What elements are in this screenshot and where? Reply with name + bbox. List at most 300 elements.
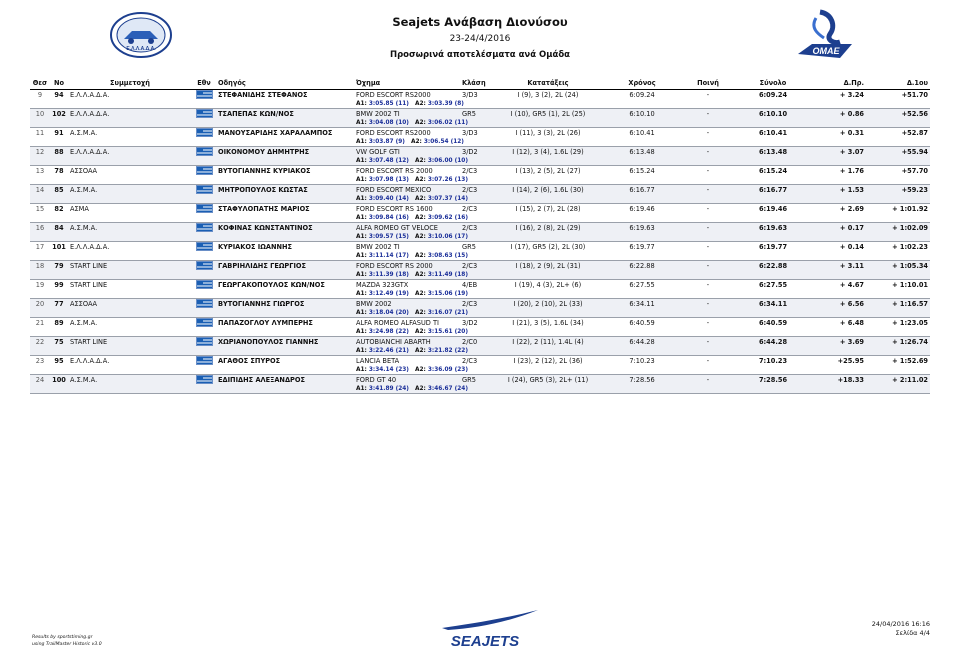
splits-cell <box>354 270 930 280</box>
table-row <box>30 223 930 233</box>
penalty-cell: - <box>678 242 738 252</box>
col-gap-prev-header: Δ.Πρ. <box>808 76 866 90</box>
penalty-cell: - <box>678 147 738 157</box>
table-row <box>30 356 930 366</box>
car-cell: AUTOBIANCHI ABARTH <box>354 337 460 347</box>
col-penalty-header: Ποινή <box>678 76 738 90</box>
table-row-splits <box>30 175 930 185</box>
split-a2-value: 3:15.61 (20) <box>427 328 468 335</box>
col-driver-header: Οδηγός <box>216 76 354 90</box>
team-cell: Α.Σ.Μ.Α. <box>68 185 192 195</box>
gap-prev-cell: + 3.69 <box>808 337 866 347</box>
penalty-cell: - <box>678 166 738 176</box>
splits-cell <box>354 346 930 356</box>
table-row-splits <box>30 232 930 242</box>
total-cell: 6:22.88 <box>738 261 808 271</box>
pos-cell: 23 <box>30 356 50 366</box>
split-a1-value: 3:07.98 (13) <box>368 176 409 183</box>
split-a1-value: 3:09.57 (15) <box>368 233 409 240</box>
flag-cell <box>192 375 216 385</box>
col-team-header: Συμμετοχή <box>68 76 192 90</box>
gap-first-cell: + 1:01.92 <box>866 204 930 214</box>
driver-cell: ΕΔΙΠΙΔΗΣ ΑΛΕΞΑΝΔΡΟΣ <box>216 375 354 385</box>
class-cell: 2/C3 <box>460 261 490 271</box>
footer-credits <box>32 634 102 648</box>
car-cell: ALFA ROMEO GT VELOCE <box>354 223 460 233</box>
pos-cell: 19 <box>30 280 50 290</box>
split-a1-label: A1: <box>356 309 367 316</box>
table-row <box>30 128 930 138</box>
greek-flag-icon <box>196 204 213 213</box>
car-number-cell: 89 <box>50 318 68 328</box>
rankings-cell: I (16), 2 (8), 2L (29) <box>490 223 606 233</box>
greek-flag-icon <box>196 318 213 327</box>
gap-prev-cell: + 3.11 <box>808 261 866 271</box>
gap-prev-cell: + 3.07 <box>808 147 866 157</box>
team-cell: Α.Σ.Μ.Α. <box>68 128 192 138</box>
car-number-cell: 82 <box>50 204 68 214</box>
gap-prev-cell: + 1.76 <box>808 166 866 176</box>
flag-cell <box>192 337 216 347</box>
split-a2-value: 3:36.09 (23) <box>427 366 468 373</box>
greek-flag-icon <box>196 356 213 365</box>
penalty-cell: - <box>678 356 738 366</box>
splits-spacer <box>30 346 354 356</box>
split-a2-value: 3:21.82 (22) <box>427 347 468 354</box>
table-row <box>30 318 930 328</box>
rankings-cell: I (11), 3 (3), 2L (26) <box>490 128 606 138</box>
split-a2-value: 3:03.39 (8) <box>427 100 464 107</box>
table-row <box>30 337 930 347</box>
table-row-splits <box>30 156 930 166</box>
greek-flag-icon <box>196 242 213 251</box>
car-cell: VW GOLF GTI <box>354 147 460 157</box>
splits-spacer <box>30 156 354 166</box>
car-cell: BMW 2002 TI <box>354 109 460 119</box>
splits-cell <box>354 175 930 185</box>
rankings-cell: I (9), 3 (2), 2L (24) <box>490 90 606 100</box>
splits-spacer <box>30 270 354 280</box>
car-number-cell: 94 <box>50 90 68 100</box>
total-cell: 6:16.77 <box>738 185 808 195</box>
flag-cell <box>192 356 216 366</box>
results-body <box>30 90 930 394</box>
gap-prev-cell: + 0.17 <box>808 223 866 233</box>
rankings-cell: I (20), 2 (10), 2L (33) <box>490 299 606 309</box>
class-cell: 2/C3 <box>460 185 490 195</box>
split-a1-label: A1: <box>356 252 367 259</box>
gap-prev-cell: + 6.48 <box>808 318 866 328</box>
gap-first-cell: +52.56 <box>866 109 930 119</box>
driver-cell: ΟΙΚΟΝΟΜΟΥ ΔΗΜΗΤΡΗΣ <box>216 147 354 157</box>
time-cell: 6:40.59 <box>606 318 678 328</box>
table-row-splits <box>30 118 930 128</box>
split-a1-label: A1: <box>356 328 367 335</box>
gap-prev-cell: + 6.56 <box>808 299 866 309</box>
table-row-splits <box>30 365 930 375</box>
car-cell: FORD ESCORT RS2000 <box>354 90 460 100</box>
split-a2-label: A2: <box>415 385 426 392</box>
split-a1-value: 3:03.87 (9) <box>368 138 405 145</box>
splits-spacer <box>30 232 354 242</box>
total-cell: 6:10.41 <box>738 128 808 138</box>
page-header <box>0 0 960 70</box>
class-cell: 4/EB <box>460 280 490 290</box>
total-cell: 6:19.46 <box>738 204 808 214</box>
page-subtitle: Προσωρινά αποτελέσματα ανά Ομάδα <box>389 50 571 60</box>
split-a2-value: 3:06.00 (10) <box>427 157 468 164</box>
gap-prev-cell: + 0.86 <box>808 109 866 119</box>
rankings-cell: I (13), 2 (5), 2L (27) <box>490 166 606 176</box>
table-row-splits <box>30 213 930 223</box>
splits-cell <box>354 365 930 375</box>
penalty-cell: - <box>678 204 738 214</box>
class-cell: 2/C0 <box>460 337 490 347</box>
gap-first-cell: +52.87 <box>866 128 930 138</box>
time-cell: 6:09.24 <box>606 90 678 100</box>
pos-cell: 20 <box>30 299 50 309</box>
split-a2-label: A2: <box>415 100 426 107</box>
greek-flag-icon <box>196 223 213 232</box>
driver-cell: ΤΣΑΠΕΠΑΣ ΚΩΝ/ΝΟΣ <box>216 109 354 119</box>
split-a1-value: 3:24.98 (22) <box>368 328 409 335</box>
total-cell: 6:34.11 <box>738 299 808 309</box>
table-row <box>30 109 930 119</box>
flag-cell <box>192 223 216 233</box>
splits-cell <box>354 327 930 337</box>
rankings-cell: I (21), 3 (5), 1.6L (34) <box>490 318 606 328</box>
time-cell: 6:22.88 <box>606 261 678 271</box>
splits-cell <box>354 137 930 147</box>
driver-cell: ΒΥΤΟΓΙΑΝΝΗΣ ΚΥΡΙΑΚΟΣ <box>216 166 354 176</box>
table-row <box>30 166 930 176</box>
time-cell: 6:10.41 <box>606 128 678 138</box>
split-a2-value: 3:08.63 (15) <box>427 252 468 259</box>
gap-first-cell: +51.70 <box>866 90 930 100</box>
driver-cell: ΣΤΑΦΥΛΟΠΑΤΗΣ ΜΑΡΙΟΣ <box>216 204 354 214</box>
penalty-cell: - <box>678 280 738 290</box>
team-cell: Ε.Λ.Λ.Α.Δ.Α. <box>68 356 192 366</box>
greek-flag-icon <box>196 90 213 99</box>
gap-first-cell: +55.94 <box>866 147 930 157</box>
split-a1-label: A1: <box>356 233 367 240</box>
class-cell: 2/C3 <box>460 299 490 309</box>
split-a2-value: 3:06.54 (12) <box>423 138 464 145</box>
split-a1-value: 3:07.48 (12) <box>368 157 409 164</box>
table-row <box>30 299 930 309</box>
greek-flag-icon <box>196 375 213 384</box>
results-table <box>30 76 930 394</box>
car-cell: FORD ESCORT RS2000 <box>354 128 460 138</box>
flag-cell <box>192 90 216 100</box>
gap-prev-cell: +25.95 <box>808 356 866 366</box>
col-time-header: Χρόνος <box>606 76 678 90</box>
splits-cell <box>354 99 930 109</box>
gap-first-cell: +57.70 <box>866 166 930 176</box>
split-a2-label: A2: <box>415 290 426 297</box>
col-pos-header: Θεσ <box>30 76 50 90</box>
split-a1-value: 3:09.40 (14) <box>368 195 409 202</box>
split-a1-value: 3:12.49 (19) <box>368 290 409 297</box>
penalty-cell: - <box>678 261 738 271</box>
time-cell: 6:10.10 <box>606 109 678 119</box>
gap-first-cell: + 1:10.01 <box>866 280 930 290</box>
flag-cell <box>192 318 216 328</box>
split-a1-label: A1: <box>356 100 367 107</box>
car-cell: FORD GT 40 <box>354 375 460 385</box>
gap-first-cell: + 1:23.05 <box>866 318 930 328</box>
gap-first-cell: + 1:16.57 <box>866 299 930 309</box>
split-a2-value: 3:07.37 (14) <box>427 195 468 202</box>
time-cell: 6:15.24 <box>606 166 678 176</box>
col-class-header: Κλάση <box>460 76 490 90</box>
class-cell: 2/C3 <box>460 166 490 176</box>
splits-spacer <box>30 213 354 223</box>
class-cell: 3/D2 <box>460 318 490 328</box>
split-a2-label: A2: <box>415 233 426 240</box>
pos-cell: 22 <box>30 337 50 347</box>
splits-spacer <box>30 308 354 318</box>
split-a1-label: A1: <box>356 119 367 126</box>
event-date: 23-24/4/2016 <box>449 34 511 44</box>
pos-cell: 10 <box>30 109 50 119</box>
page-title: Seajets Ανάβαση Διονύσου <box>392 15 568 29</box>
table-row <box>30 280 930 290</box>
team-cell: ΑΣΣΟΑΑ <box>68 166 192 176</box>
gap-prev-cell: +18.33 <box>808 375 866 385</box>
greek-flag-icon <box>196 147 213 156</box>
split-a2-value: 3:10.06 (17) <box>427 233 468 240</box>
split-a1-value: 3:05.85 (11) <box>368 100 409 107</box>
split-a2-value: 3:16.07 (21) <box>427 309 468 316</box>
split-a2-label: A2: <box>415 214 426 221</box>
pos-cell: 13 <box>30 166 50 176</box>
split-a1-label: A1: <box>356 157 367 164</box>
flag-cell <box>192 147 216 157</box>
split-a2-label: A2: <box>415 366 426 373</box>
rankings-cell: I (22), 2 (11), 1.4L (4) <box>490 337 606 347</box>
flag-cell <box>192 109 216 119</box>
class-cell: 2/C3 <box>460 204 490 214</box>
penalty-cell: - <box>678 109 738 119</box>
gap-first-cell: + 1:52.69 <box>866 356 930 366</box>
table-row-splits <box>30 194 930 204</box>
gap-prev-cell: + 0.14 <box>808 242 866 252</box>
table-row-splits <box>30 327 930 337</box>
table-row-splits <box>30 308 930 318</box>
splits-cell <box>354 118 930 128</box>
time-cell: 6:34.11 <box>606 299 678 309</box>
team-cell: Ε.Λ.Λ.Α.Δ.Α. <box>68 109 192 119</box>
rankings-cell: I (24), GR5 (3), 2L+ (11) <box>490 375 606 385</box>
split-a1-value: 3:11.39 (18) <box>368 271 409 278</box>
car-number-cell: 75 <box>50 337 68 347</box>
table-row <box>30 242 930 252</box>
flag-cell <box>192 261 216 271</box>
time-cell: 7:28.56 <box>606 375 678 385</box>
footer-meta <box>872 620 930 638</box>
total-cell: 6:27.55 <box>738 280 808 290</box>
split-a1-label: A1: <box>356 138 367 145</box>
class-cell: GR5 <box>460 242 490 252</box>
print-datetime: 24/04/2016 16:16 <box>871 620 930 628</box>
flag-cell <box>192 280 216 290</box>
greek-flag-icon <box>196 337 213 346</box>
rankings-cell: I (12), 3 (4), 1.6L (29) <box>490 147 606 157</box>
split-a1-label: A1: <box>356 290 367 297</box>
split-a1-value: 3:22.46 (21) <box>368 347 409 354</box>
table-header-row <box>30 76 930 90</box>
car-cell: BMW 2002 <box>354 299 460 309</box>
team-cell: Α.Σ.Μ.Α. <box>68 375 192 385</box>
split-a2-label: A2: <box>415 328 426 335</box>
table-row-splits <box>30 346 930 356</box>
pos-cell: 12 <box>30 147 50 157</box>
class-cell: GR5 <box>460 375 490 385</box>
driver-cell: ΑΓΑΘΟΣ ΣΠΥΡΟΣ <box>216 356 354 366</box>
driver-cell: ΜΗΤΡΟΠΟΥΛΟΣ ΚΩΣΤΑΣ <box>216 185 354 195</box>
greek-flag-icon <box>196 128 213 137</box>
greek-flag-icon <box>196 261 213 270</box>
footer-credit-line1: Results by sportstiming.gr <box>32 635 93 640</box>
team-cell: Α.Σ.Μ.Α. <box>68 318 192 328</box>
gap-first-cell: + 1:26.74 <box>866 337 930 347</box>
split-a2-label: A2: <box>415 252 426 259</box>
split-a1-value: 3:09.84 (16) <box>368 214 409 221</box>
driver-cell: ΒΥΤΟΓΙΑΝΝΗΣ ΓΙΩΡΓΟΣ <box>216 299 354 309</box>
omae-logo <box>790 8 860 64</box>
table-row-splits <box>30 384 930 394</box>
pos-cell: 18 <box>30 261 50 271</box>
car-number-cell: 95 <box>50 356 68 366</box>
car-number-cell: 79 <box>50 261 68 271</box>
splits-spacer <box>30 365 354 375</box>
car-cell: FORD ESCORT MEXICO <box>354 185 460 195</box>
time-cell: 6:19.63 <box>606 223 678 233</box>
pos-cell: 24 <box>30 375 50 385</box>
car-number-cell: 77 <box>50 299 68 309</box>
driver-cell: ΧΩΡΙΑΝΟΠΟΥΛΟΣ ΓΙΑΝΝΗΣ <box>216 337 354 347</box>
team-cell: ΑΣΜΑ <box>68 204 192 214</box>
splits-spacer <box>30 327 354 337</box>
split-a1-label: A1: <box>356 366 367 373</box>
col-nat-header: Εθν <box>192 76 216 90</box>
car-cell: BMW 2002 TI <box>354 242 460 252</box>
table-row <box>30 375 930 385</box>
split-a2-value: 3:06.02 (11) <box>427 119 468 126</box>
split-a1-label: A1: <box>356 385 367 392</box>
flag-cell <box>192 128 216 138</box>
class-cell: 3/D3 <box>460 90 490 100</box>
split-a2-value: 3:11.49 (18) <box>427 271 468 278</box>
team-cell: Ε.Λ.Λ.Α.Δ.Α. <box>68 242 192 252</box>
total-cell: 6:44.28 <box>738 337 808 347</box>
pos-cell: 16 <box>30 223 50 233</box>
splits-cell <box>354 232 930 242</box>
greek-flag-icon <box>196 166 213 175</box>
gap-first-cell: +59.23 <box>866 185 930 195</box>
car-cell: MAZDA 323GTX <box>354 280 460 290</box>
gap-prev-cell: + 0.31 <box>808 128 866 138</box>
split-a1-label: A1: <box>356 271 367 278</box>
car-cell: FORD ESCORT RS 2000 <box>354 166 460 176</box>
gap-first-cell: + 2:11.02 <box>866 375 930 385</box>
pos-cell: 9 <box>30 90 50 100</box>
split-a2-label: A2: <box>415 309 426 316</box>
svg-text:SEAJETS: SEAJETS <box>450 633 520 650</box>
split-a1-label: A1: <box>356 195 367 202</box>
splits-spacer <box>30 99 354 109</box>
rankings-cell: I (10), GR5 (1), 2L (25) <box>490 109 606 119</box>
pos-cell: 21 <box>30 318 50 328</box>
splits-cell <box>354 156 930 166</box>
class-cell: 3/D3 <box>460 128 490 138</box>
penalty-cell: - <box>678 318 738 328</box>
gap-prev-cell: + 2.69 <box>808 204 866 214</box>
time-cell: 6:44.28 <box>606 337 678 347</box>
car-number-cell: 99 <box>50 280 68 290</box>
split-a2-value: 3:46.67 (24) <box>427 385 468 392</box>
driver-cell: ΚΟΦΙΝΑΣ ΚΩΝΣΤΑΝΤΙΝΟΣ <box>216 223 354 233</box>
time-cell: 6:27.55 <box>606 280 678 290</box>
table-row <box>30 261 930 271</box>
splits-spacer <box>30 118 354 128</box>
car-number-cell: 91 <box>50 128 68 138</box>
penalty-cell: - <box>678 337 738 347</box>
table-row-splits <box>30 289 930 299</box>
driver-cell: ΓΕΩΡΓΑΚΟΠΟΥΛΟΣ ΚΩΝ/ΝΟΣ <box>216 280 354 290</box>
splits-spacer <box>30 251 354 261</box>
penalty-cell: - <box>678 185 738 195</box>
greek-flag-icon <box>196 299 213 308</box>
rankings-cell: I (23), 2 (12), 2L (36) <box>490 356 606 366</box>
rankings-cell: I (19), 4 (3), 2L+ (6) <box>490 280 606 290</box>
total-cell: 6:19.77 <box>738 242 808 252</box>
flag-cell <box>192 204 216 214</box>
table-row-splits <box>30 99 930 109</box>
class-cell: 3/D2 <box>460 147 490 157</box>
splits-spacer <box>30 175 354 185</box>
time-cell: 7:10.23 <box>606 356 678 366</box>
rankings-cell: I (14), 2 (6), 1.6L (30) <box>490 185 606 195</box>
table-row <box>30 185 930 195</box>
gap-prev-cell: + 1.53 <box>808 185 866 195</box>
team-cell: Ε.Λ.Λ.Α.Δ.Α. <box>68 90 192 100</box>
team-cell: ΑΣΣΟΑΑ <box>68 299 192 309</box>
time-cell: 6:13.48 <box>606 147 678 157</box>
total-cell: 6:13.48 <box>738 147 808 157</box>
splits-spacer <box>30 289 354 299</box>
total-cell: 7:28.56 <box>738 375 808 385</box>
car-cell: FORD ESCORT RS 2000 <box>354 261 460 271</box>
driver-cell: ΜΑΝΟΥΣΑΡΙΔΗΣ ΧΑΡΑΛΑΜΠΟΣ <box>216 128 354 138</box>
splits-cell <box>354 213 930 223</box>
split-a1-value: 3:11.14 (17) <box>368 252 409 259</box>
split-a2-label: A2: <box>415 157 426 164</box>
total-cell: 6:15.24 <box>738 166 808 176</box>
split-a1-value: 3:18.04 (20) <box>368 309 409 316</box>
splits-spacer <box>30 384 354 394</box>
split-a1-label: A1: <box>356 214 367 221</box>
col-rankings-header: Κατατάξεις <box>490 76 606 90</box>
page-number: Σελίδα 4/4 <box>895 629 930 637</box>
total-cell: 6:09.24 <box>738 90 808 100</box>
pos-cell: 11 <box>30 128 50 138</box>
splits-cell <box>354 289 930 299</box>
seajets-logo <box>428 608 543 650</box>
splits-cell <box>354 308 930 318</box>
splits-spacer <box>30 194 354 204</box>
